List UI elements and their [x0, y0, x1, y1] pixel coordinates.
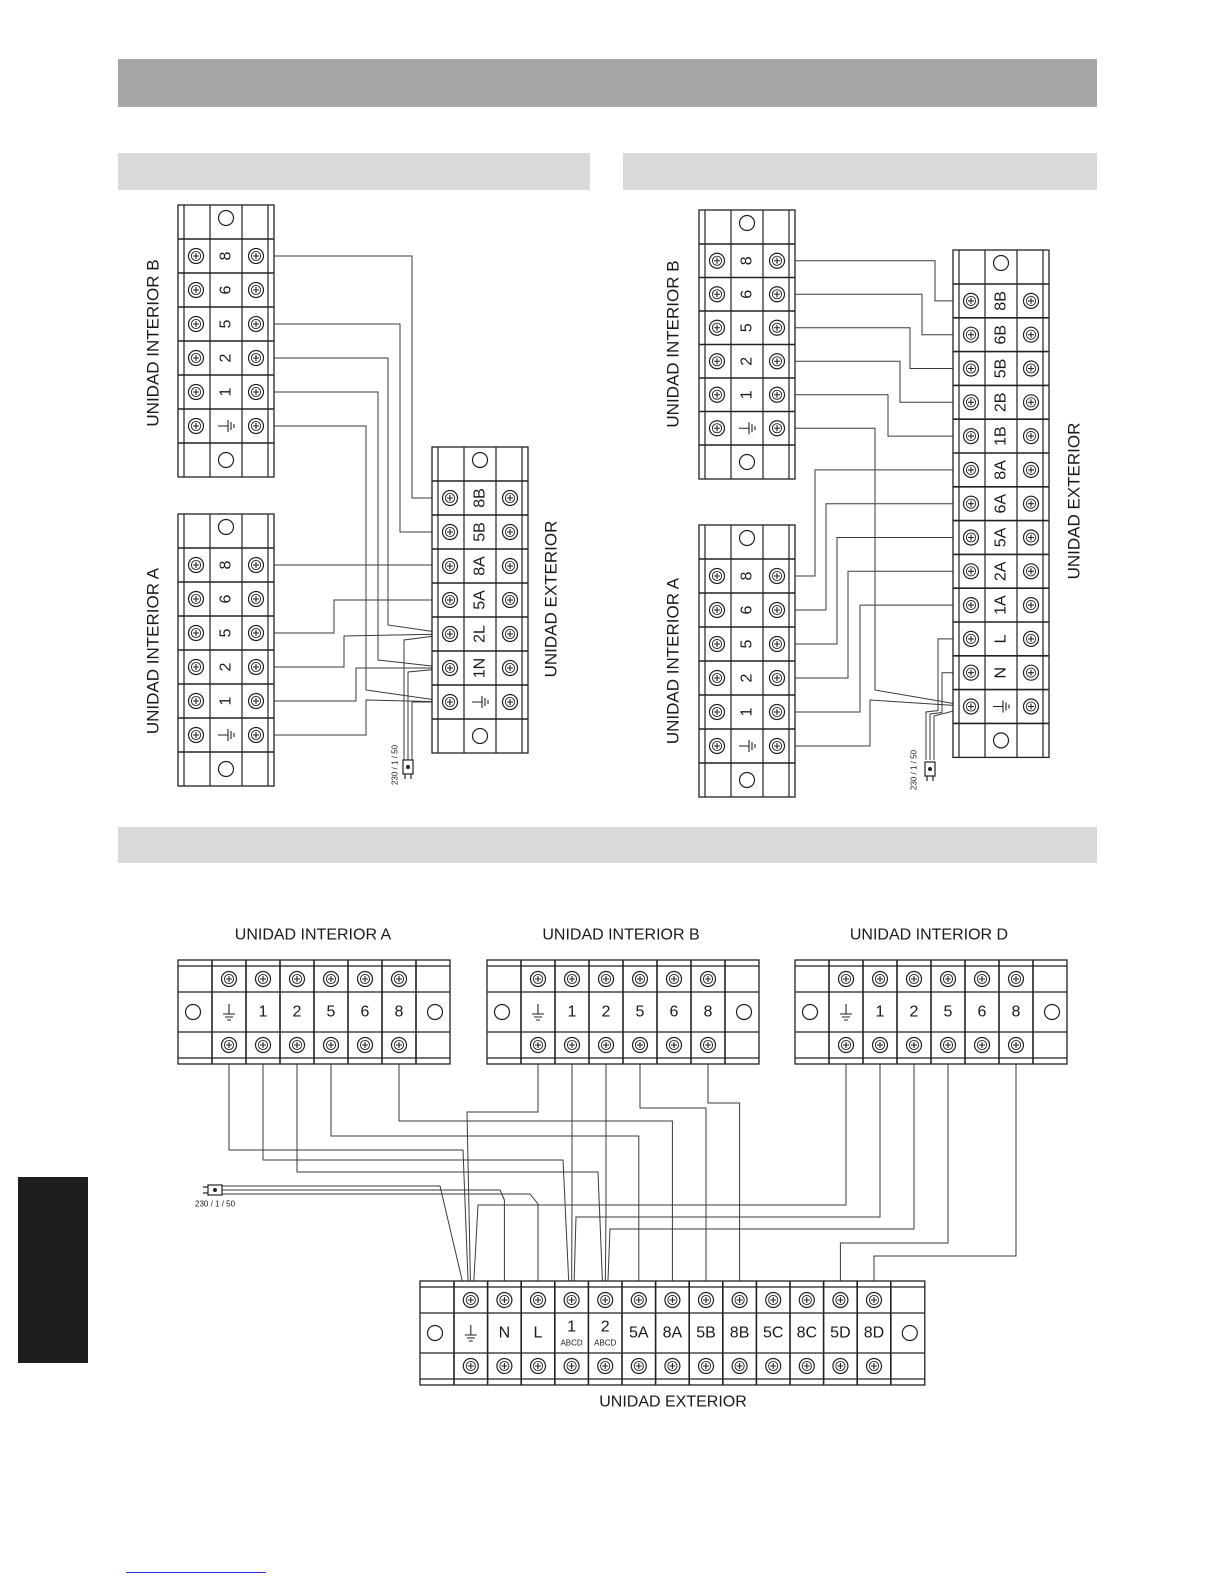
wire	[256, 668, 450, 701]
terminal-label: 1	[875, 1003, 885, 1021]
screw-terminal-icon	[531, 1293, 546, 1308]
screw-terminal-icon	[964, 598, 979, 613]
terminal-label: 2	[600, 1318, 610, 1336]
terminal-label: 6	[217, 594, 235, 604]
screw-terminal-icon	[1024, 631, 1039, 646]
screw-terminal-icon	[766, 1359, 781, 1374]
screw-terminal-icon	[1024, 665, 1039, 680]
wire	[777, 361, 971, 402]
screw-terminal-icon	[770, 739, 785, 754]
screw-terminal-icon	[358, 972, 373, 987]
terminal-label: 8A	[992, 460, 1010, 480]
screw-terminal-icon	[256, 972, 271, 987]
screw-terminal-icon	[839, 1038, 854, 1053]
screw-terminal-icon	[249, 385, 264, 400]
mounting-hole-icon	[740, 531, 755, 546]
terminal-label: 8	[217, 560, 235, 570]
terminal-label: 8A	[471, 556, 489, 576]
terminal-label: 1A	[992, 595, 1010, 615]
terminal-label: 1	[217, 696, 235, 706]
terminal-label: 1	[738, 707, 756, 717]
terminal-label: 2B	[992, 392, 1010, 413]
screw-terminal-icon	[699, 1293, 714, 1308]
screw-terminal-icon	[770, 421, 785, 436]
screw-terminal-icon	[1024, 361, 1039, 376]
screw-terminal-icon	[1009, 1038, 1024, 1053]
terminal-label: 6	[738, 605, 756, 615]
terminal-sublabel: ABCD	[594, 1338, 617, 1348]
terminal-sublabel: ABCD	[560, 1338, 583, 1348]
screw-terminal-icon	[503, 593, 518, 608]
screw-terminal-icon	[964, 564, 979, 579]
terminal-label: 5C	[762, 1324, 784, 1342]
screw-terminal-icon	[770, 637, 785, 652]
screw-terminal-icon	[531, 1359, 546, 1374]
screw-terminal-icon	[503, 491, 518, 506]
screw-terminal-icon	[665, 1359, 680, 1374]
screw-terminal-icon	[975, 1038, 990, 1053]
power-supply-label: 230 / 1 / 50	[195, 1199, 236, 1209]
wire	[256, 426, 450, 702]
screw-terminal-icon	[667, 972, 682, 987]
screw-terminal-icon	[1024, 598, 1039, 613]
screw-terminal-icon	[873, 972, 888, 987]
terminal-label: 5B	[696, 1324, 716, 1342]
screw-terminal-icon	[1024, 429, 1039, 444]
indoor-unit-b-title: UNIDAD INTERIOR B	[663, 260, 683, 428]
wire	[256, 392, 450, 668]
mounting-hole-icon	[428, 1005, 443, 1020]
terminal-label: 6	[669, 1003, 679, 1021]
screw-terminal-icon	[189, 728, 204, 743]
screw-terminal-icon	[598, 1293, 613, 1308]
screw-terminal-icon	[443, 593, 458, 608]
screw-terminal-icon	[503, 627, 518, 642]
screw-terminal-icon	[770, 320, 785, 335]
screw-terminal-icon	[770, 354, 785, 369]
terminal-label: 8B	[471, 488, 489, 508]
screw-terminal-icon	[770, 671, 785, 686]
screw-terminal-icon	[249, 283, 264, 298]
mounting-hole-icon	[219, 453, 234, 468]
terminal-label: 5	[217, 628, 235, 638]
screw-terminal-icon	[699, 1359, 714, 1374]
terminal-label: N	[992, 666, 1010, 679]
screw-terminal-icon	[710, 739, 725, 754]
screw-terminal-icon	[564, 1359, 579, 1374]
terminal-label: 6	[360, 1003, 370, 1021]
wire	[874, 1045, 1016, 1300]
terminal-label: L	[992, 634, 1010, 644]
wire	[777, 294, 971, 334]
screw-terminal-icon	[1024, 699, 1039, 714]
screw-terminal-icon	[710, 569, 725, 584]
screw-terminal-icon	[463, 1359, 478, 1374]
mounting-hole-icon	[740, 773, 755, 788]
screw-terminal-icon	[633, 1038, 648, 1053]
wire	[607, 1045, 914, 1300]
screw-terminal-icon	[964, 699, 979, 714]
screw-terminal-icon	[964, 429, 979, 444]
screw-terminal-icon	[189, 419, 204, 434]
terminal-label: L	[533, 1324, 543, 1342]
screw-terminal-icon	[503, 559, 518, 574]
terminal-label: 2	[217, 353, 235, 363]
screw-terminal-icon	[290, 972, 305, 987]
screw-terminal-icon	[598, 1359, 613, 1374]
screw-terminal-icon	[833, 1293, 848, 1308]
screw-terminal-icon	[497, 1359, 512, 1374]
screw-terminal-icon	[443, 661, 458, 676]
screw-terminal-icon	[189, 592, 204, 607]
screw-terminal-icon	[249, 694, 264, 709]
mounting-hole-icon	[740, 455, 755, 470]
wire	[256, 634, 450, 667]
screw-terminal-icon	[249, 592, 264, 607]
screw-terminal-icon	[249, 317, 264, 332]
screw-terminal-icon	[964, 665, 979, 680]
terminal-label: 1	[217, 387, 235, 397]
screw-terminal-icon	[964, 530, 979, 545]
terminal-label: 5	[217, 319, 235, 329]
screw-terminal-icon	[222, 1038, 237, 1053]
screw-terminal-icon	[189, 249, 204, 264]
screw-terminal-icon	[599, 1038, 614, 1053]
indoor-unit-b-title: UNIDAD INTERIOR B	[542, 926, 700, 944]
mounting-hole-icon	[473, 729, 488, 744]
screw-terminal-icon	[358, 1038, 373, 1053]
screw-terminal-icon	[1024, 462, 1039, 477]
terminal-label: N	[498, 1324, 511, 1342]
screw-terminal-icon	[565, 1038, 580, 1053]
wire	[777, 470, 971, 576]
power-supply-label: 230 / 1 / 50	[909, 749, 919, 791]
plug-icon	[403, 760, 413, 779]
screw-terminal-icon	[222, 972, 237, 987]
outdoor-unit-title: UNIDAD EXTERIOR	[599, 1393, 747, 1411]
screw-terminal-icon	[710, 421, 725, 436]
terminal-label: 8	[738, 571, 756, 581]
indoor-unit-d-title: UNIDAD INTERIOR D	[849, 926, 1009, 944]
screw-terminal-icon	[770, 387, 785, 402]
screw-terminal-icon	[710, 287, 725, 302]
mounting-hole-icon	[994, 256, 1009, 271]
terminal-label: 8C	[796, 1324, 818, 1342]
indoor-unit-b-title: UNIDAD INTERIOR B	[143, 259, 163, 427]
screw-terminal-icon	[1024, 496, 1039, 511]
terminal-label: 5	[326, 1003, 336, 1021]
mounting-hole-icon	[219, 520, 234, 535]
wire	[777, 328, 971, 369]
screw-terminal-icon	[964, 293, 979, 308]
plug-icon	[203, 1185, 222, 1195]
terminal-label: 8B	[729, 1324, 750, 1342]
screw-terminal-icon	[503, 661, 518, 676]
screw-terminal-icon	[443, 525, 458, 540]
terminal-label: 5A	[992, 527, 1010, 548]
screw-terminal-icon	[497, 1293, 512, 1308]
screw-terminal-icon	[710, 253, 725, 268]
screw-terminal-icon	[189, 694, 204, 709]
screw-terminal-icon	[249, 728, 264, 743]
wire	[777, 395, 971, 436]
terminal-label: 2	[601, 1003, 611, 1021]
mounting-hole-icon	[803, 1005, 818, 1020]
screw-terminal-icon	[249, 419, 264, 434]
terminal-label: 6	[977, 1003, 987, 1021]
screw-terminal-icon	[732, 1293, 747, 1308]
screw-terminal-icon	[710, 671, 725, 686]
outdoor-unit-title: UNIDAD EXTERIOR	[1064, 422, 1084, 580]
wire	[777, 261, 971, 301]
terminal-label: 8	[738, 256, 756, 266]
power-supply-label: 230 / 1 / 50	[390, 744, 400, 786]
screw-terminal-icon	[975, 972, 990, 987]
screw-terminal-icon	[833, 1359, 848, 1374]
screw-terminal-icon	[189, 317, 204, 332]
screw-terminal-icon	[770, 705, 785, 720]
wire	[777, 571, 971, 678]
screw-terminal-icon	[463, 1293, 478, 1308]
screw-terminal-icon	[392, 1038, 407, 1053]
mounting-hole-icon	[740, 216, 755, 231]
screw-terminal-icon	[189, 283, 204, 298]
screw-terminal-icon	[964, 631, 979, 646]
wire	[605, 1045, 606, 1300]
screw-terminal-icon	[443, 695, 458, 710]
screw-terminal-icon	[503, 525, 518, 540]
terminal-label: 5	[943, 1003, 953, 1021]
terminal-label: 8	[703, 1003, 713, 1021]
wire	[297, 1045, 603, 1300]
mounting-hole-icon	[902, 1326, 917, 1341]
screw-terminal-icon	[290, 1038, 305, 1053]
indoor-unit-a-title: UNIDAD INTERIOR A	[143, 567, 163, 735]
screw-terminal-icon	[964, 462, 979, 477]
wire	[708, 1045, 740, 1300]
terminal-label: 6B	[992, 324, 1010, 345]
screw-terminal-icon	[1024, 395, 1039, 410]
terminal-label: 2	[738, 673, 756, 683]
screw-terminal-icon	[189, 558, 204, 573]
screw-terminal-icon	[1024, 530, 1039, 545]
screw-terminal-icon	[964, 327, 979, 342]
screw-terminal-icon	[710, 705, 725, 720]
wire	[777, 538, 971, 645]
indoor-unit-a-title: UNIDAD INTERIOR A	[663, 577, 683, 745]
screw-terminal-icon	[443, 559, 458, 574]
wire	[256, 324, 450, 532]
screw-terminal-icon	[770, 603, 785, 618]
screw-terminal-icon	[531, 1038, 546, 1053]
terminal-label: 1	[567, 1003, 577, 1021]
mounting-hole-icon	[473, 453, 488, 468]
screw-terminal-icon	[710, 637, 725, 652]
mounting-hole-icon	[219, 211, 234, 226]
screw-terminal-icon	[503, 695, 518, 710]
screw-terminal-icon	[189, 351, 204, 366]
mounting-hole-icon	[219, 762, 234, 777]
screw-terminal-icon	[249, 351, 264, 366]
screw-terminal-icon	[839, 972, 854, 987]
wire	[256, 600, 450, 633]
screw-terminal-icon	[766, 1293, 781, 1308]
screw-terminal-icon	[710, 603, 725, 618]
screw-terminal-icon	[1024, 293, 1039, 308]
terminal-label: 2L	[471, 625, 489, 643]
screw-terminal-icon	[710, 387, 725, 402]
terminal-label: 5B	[471, 522, 489, 542]
screw-terminal-icon	[873, 1038, 888, 1053]
terminal-label: 2A	[992, 561, 1010, 582]
terminal-label: 1N	[471, 657, 489, 679]
screw-terminal-icon	[249, 558, 264, 573]
screw-terminal-icon	[189, 385, 204, 400]
terminal-label: 1	[738, 390, 756, 400]
mounting-hole-icon	[495, 1005, 510, 1020]
mounting-hole-icon	[1045, 1005, 1060, 1020]
screw-terminal-icon	[907, 972, 922, 987]
screw-terminal-icon	[964, 496, 979, 511]
indoor-unit-a-title: UNIDAD INTERIOR A	[234, 926, 392, 944]
screw-terminal-icon	[256, 1038, 271, 1053]
screw-terminal-icon	[941, 972, 956, 987]
screw-terminal-icon	[324, 972, 339, 987]
screw-terminal-icon	[964, 361, 979, 376]
terminal-label: 8A	[662, 1324, 683, 1342]
screw-terminal-icon	[249, 626, 264, 641]
screw-terminal-icon	[531, 972, 546, 987]
screw-terminal-icon	[189, 660, 204, 675]
terminal-label: 6	[217, 285, 235, 295]
screw-terminal-icon	[249, 249, 264, 264]
screw-terminal-icon	[631, 1359, 646, 1374]
screw-terminal-icon	[770, 253, 785, 268]
screw-terminal-icon	[770, 569, 785, 584]
terminal-label: 5B	[992, 358, 1010, 379]
terminal-label: 8B	[992, 291, 1010, 311]
terminal-label: 5A	[629, 1324, 649, 1342]
mounting-hole-icon	[737, 1005, 752, 1020]
terminal-label: 1	[258, 1003, 268, 1021]
screw-terminal-icon	[770, 287, 785, 302]
terminal-label: 5	[635, 1003, 645, 1021]
screw-terminal-icon	[1024, 564, 1039, 579]
screw-terminal-icon	[710, 320, 725, 335]
screw-terminal-icon	[867, 1293, 882, 1308]
screw-terminal-icon	[799, 1359, 814, 1374]
terminal-label: 6A	[992, 493, 1010, 514]
mounting-hole-icon	[186, 1005, 201, 1020]
terminal-label: 1B	[992, 426, 1010, 446]
wire	[777, 504, 971, 610]
terminal-label: 6	[738, 289, 756, 299]
screw-terminal-icon	[799, 1293, 814, 1308]
screw-terminal-icon	[392, 972, 407, 987]
wire	[256, 358, 450, 634]
wire	[840, 1045, 948, 1300]
wire	[256, 256, 450, 498]
screw-terminal-icon	[249, 660, 264, 675]
wire	[640, 1045, 706, 1300]
screw-terminal-icon	[565, 972, 580, 987]
terminal-label: 2	[292, 1003, 302, 1021]
terminal-label: 8D	[863, 1324, 885, 1342]
screw-terminal-icon	[1009, 972, 1024, 987]
screw-terminal-icon	[189, 626, 204, 641]
screw-terminal-icon	[1024, 327, 1039, 342]
screw-terminal-icon	[564, 1293, 579, 1308]
screw-terminal-icon	[701, 972, 716, 987]
mounting-hole-icon	[428, 1326, 443, 1341]
screw-terminal-icon	[732, 1359, 747, 1374]
wire	[256, 700, 450, 735]
outdoor-unit-title: UNIDAD EXTERIOR	[541, 520, 561, 678]
terminal-label: 1	[567, 1318, 577, 1336]
screw-terminal-icon	[907, 1038, 922, 1053]
terminal-label: 5A	[471, 590, 489, 610]
screw-terminal-icon	[599, 972, 614, 987]
screw-terminal-icon	[701, 1038, 716, 1053]
terminal-label: 5D	[830, 1324, 851, 1342]
terminal-label: 2	[909, 1003, 919, 1021]
screw-terminal-icon	[633, 972, 648, 987]
terminal-label: 8	[394, 1003, 404, 1021]
screw-terminal-icon	[710, 354, 725, 369]
screw-terminal-icon	[443, 491, 458, 506]
wire	[574, 1045, 880, 1300]
screw-terminal-icon	[665, 1293, 680, 1308]
terminal-label: 2	[738, 356, 756, 366]
terminal-label: 2	[217, 662, 235, 672]
plug-icon	[925, 762, 935, 781]
screw-terminal-icon	[667, 1038, 682, 1053]
terminal-label: 5	[738, 639, 756, 649]
terminal-label: 8	[1011, 1003, 1021, 1021]
screw-terminal-icon	[941, 1038, 956, 1053]
screw-terminal-icon	[443, 627, 458, 642]
terminal-label: 8	[217, 251, 235, 261]
screw-terminal-icon	[867, 1359, 882, 1374]
screw-terminal-icon	[324, 1038, 339, 1053]
mounting-hole-icon	[994, 733, 1009, 748]
screw-terminal-icon	[631, 1293, 646, 1308]
screw-terminal-icon	[964, 395, 979, 410]
terminal-label: 5	[738, 323, 756, 333]
